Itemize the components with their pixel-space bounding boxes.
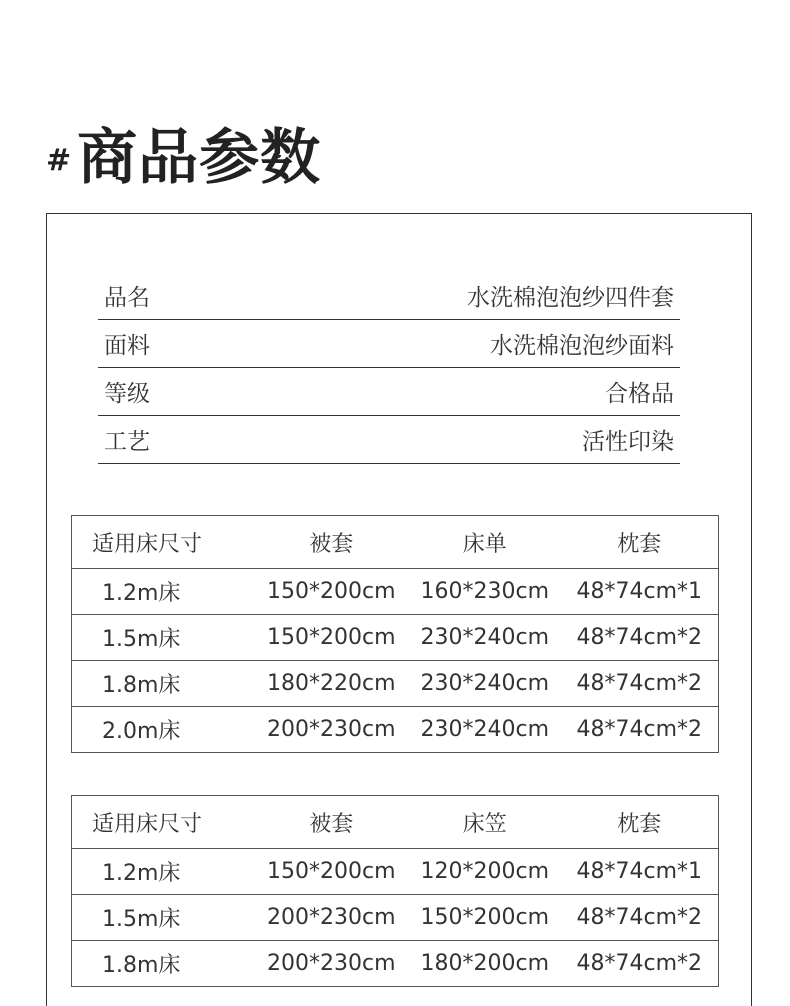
hash-symbol: # [46,143,72,178]
section-heading [46,108,322,193]
spec-value: 水洗棉泡泡纱四件套 [467,285,674,311]
table-row [72,894,718,940]
spec-row [98,320,680,368]
table-row [72,940,718,986]
table-cell: 48*74cm*2 [576,625,703,650]
table-row [72,660,718,706]
table-cell: 230*240cm [420,671,550,696]
table-cell: 160*230cm [420,579,550,604]
table-header-row [72,516,718,568]
spec-label: 等级 [104,381,150,407]
table-cell: 1.2m床 [102,861,181,886]
table-header-row [72,796,718,848]
section-title: 商品参数 [77,123,322,193]
table-cell: 120*200cm [420,859,550,884]
table-row [72,706,718,752]
table-cell: 150*200cm [420,905,550,930]
table-cell: 200*230cm [267,951,396,976]
spec-row [98,272,680,320]
spec-value: 活性印染 [582,429,674,455]
spec-label: 品名 [104,285,150,311]
table-cell: 1.2m床 [102,581,181,606]
table-cell: 200*230cm [267,905,396,930]
header-cell-pillowcase: 枕套 [617,811,662,837]
spec-list [98,272,680,464]
header-cell-sheet: 床单 [462,531,507,557]
table-cell: 150*200cm [267,859,396,884]
spec-label: 工艺 [104,429,150,455]
table-cell: 1.8m床 [102,673,181,698]
table-cell: 230*240cm [420,625,550,650]
table-cell: 1.5m床 [102,627,181,652]
table-cell: 48*74cm*2 [576,905,703,930]
header-cell-duvet: 被套 [309,531,354,557]
header-cell-pillowcase: 枕套 [617,531,662,557]
table-cell: 2.0m床 [102,719,181,744]
header-cell-bed-size: 适用床尺寸 [92,811,203,837]
table-cell: 180*220cm [267,671,396,696]
table-cell: 48*74cm*2 [576,717,703,742]
table-cell: 48*74cm*1 [576,859,703,884]
size-table-fitted [71,795,719,987]
header-cell-bed-size: 适用床尺寸 [92,531,203,557]
table-row [72,848,718,894]
spec-value: 水洗棉泡泡纱面料 [490,333,674,359]
header-cell-fitted-sheet: 床笠 [462,811,507,837]
table-cell: 200*230cm [267,717,396,742]
table-cell: 1.8m床 [102,953,181,978]
size-table-sheet [71,515,719,753]
table-cell: 150*200cm [267,579,396,604]
spec-label: 面料 [104,333,150,359]
table-cell: 230*240cm [420,717,550,742]
spec-value: 合格品 [605,381,674,407]
table-cell: 48*74cm*1 [576,579,703,604]
spec-row [98,416,680,464]
table-cell: 48*74cm*2 [576,951,703,976]
table-cell: 48*74cm*2 [576,671,703,696]
header-cell-duvet: 被套 [309,811,354,837]
table-cell: 180*200cm [420,951,550,976]
table-cell: 150*200cm [267,625,396,650]
table-cell: 1.5m床 [102,907,181,932]
table-row [72,614,718,660]
spec-row [98,368,680,416]
table-row [72,568,718,614]
